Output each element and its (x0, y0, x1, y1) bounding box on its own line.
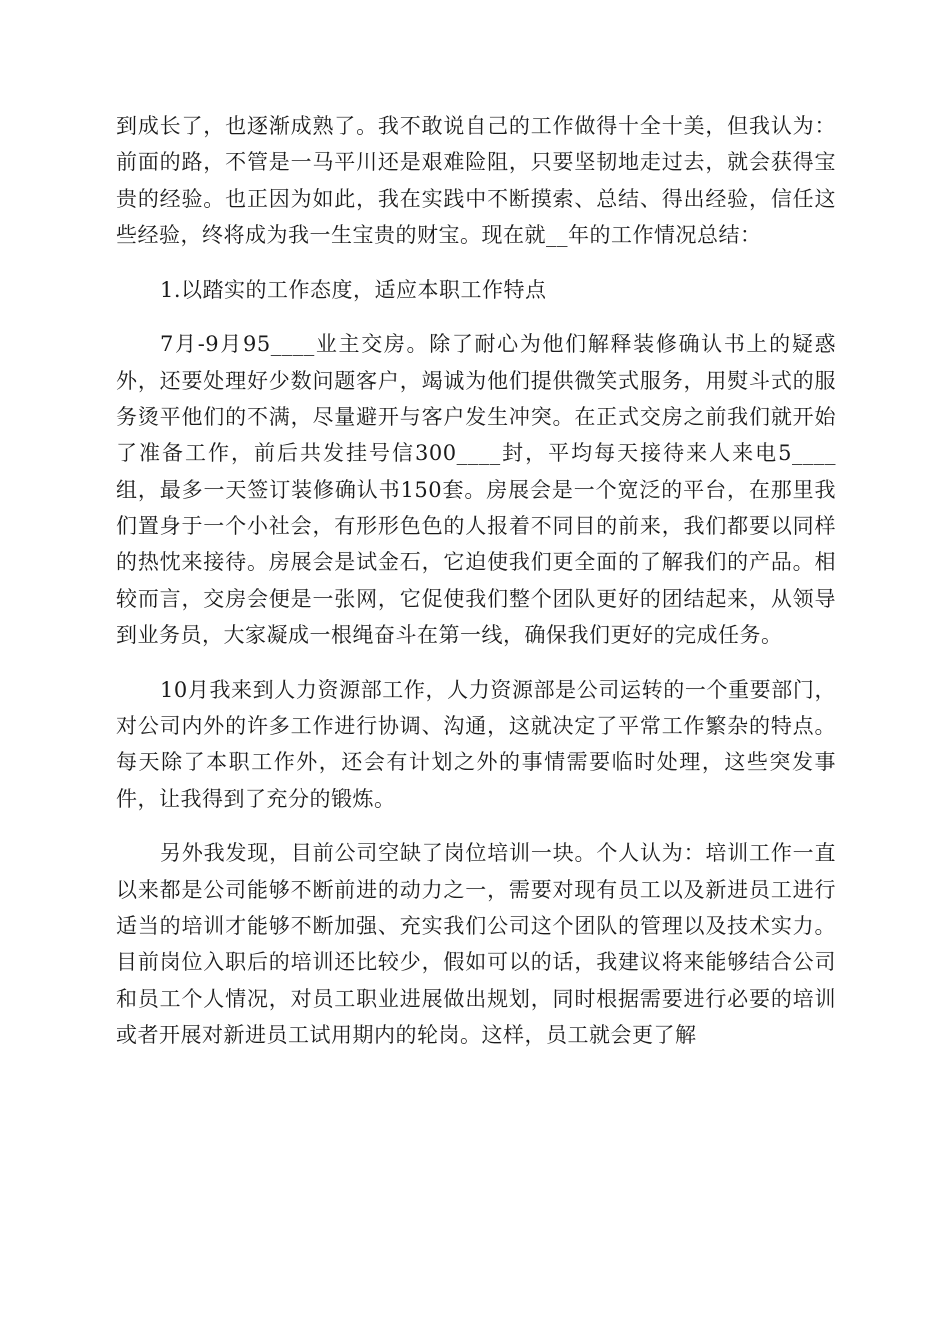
paragraph-handover: 7月-9月95____业主交房。除了耐心为他们解释装修确认书上的疑惑外，还要处理好少数问题客户，竭诚为他们提供微笑式服务，用熨斗式的服务烫平他们的不满，尽量避开与客户发生冲突。在正式交房之前我们就开始了准备工作，前后共发挂号信300____封，平均每天接待来人来电5____组，最多一天签订装修确认书150套。房展会是一个宽泛的平台，在那里我们置身于一个小社会，有形形色色的人报着不同目的前来，我们都要以同样的热忱来接待。房展会是试金石，它迫使我们更全面的了解我们的产品。相较而言，交房会便是一张网，它促使我们整个团队更好的团结起来，从领导到业务员，大家凝成一根绳奋斗在第一线，确保我们更好的完成任务。 (116, 332, 836, 647)
paragraph-continuation: 到成长了，也逐渐成熟了。我不敢说自己的工作做得十全十美，但我认为：前面的路，不管是一马平川还是艰难险阻，只要坚韧地走过去，就会获得宝贵的经验。也正因为如此，我在实践中不断摸索、总结、得出经验，信任这些经验，终将成为我一生宝贵的财宝。现在就__年的工作情况总结： (116, 114, 836, 247)
paragraph-training: 另外我发现，目前公司空缺了岗位培训一块。个人认为：培训工作一直以来都是公司能够不断前进的动力之一，需要对现有员工以及新进员工进行适当的培训才能够不断加强、充实我们公司这个团队的管理以及技术实力。目前岗位入职后的培训还比较少，假如可以的话，我建议将来能够结合公司和员工个人情况，对员工职业进展做出规划，同时根据需要进行必要的培训或者开展对新进员工试用期内的轮岗。这样，员工就会更了解 (116, 841, 836, 1047)
paragraph-hr-department: 10月我来到人力资源部工作，人力资源部是公司运转的一个重要部门，对公司内外的许多工作进行协调、沟通，这就决定了平常工作繁杂的特点。每天除了本职工作外，还会有计划之外的事情需要临时处理，这些突发事件，让我得到了充分的锻炼。 (116, 677, 836, 811)
document-page (116, 108, 836, 1053)
section-heading-1: 1.以踏实的工作态度，适应本职工作特点 (160, 277, 547, 302)
